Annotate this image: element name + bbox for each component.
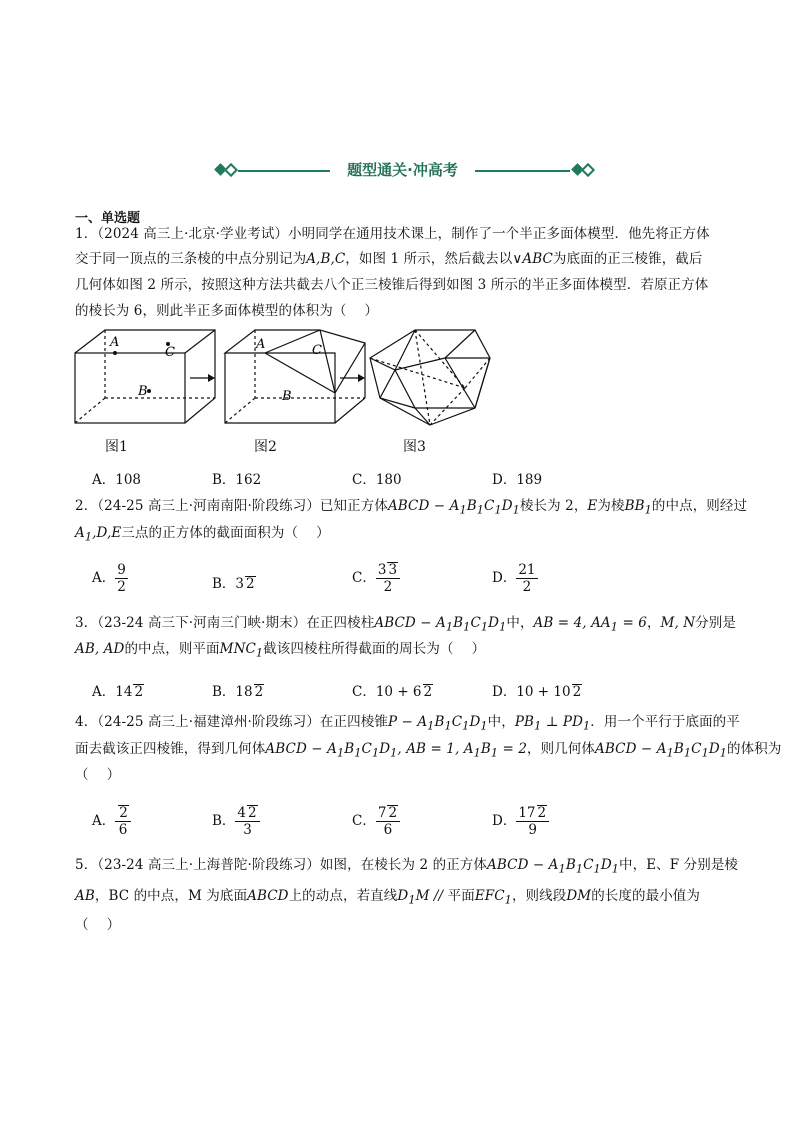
q4-choice-b[interactable]: B． $\frac{4 2}{3}$ — [212, 805, 260, 838]
q3-choice-d[interactable]: D．10 + 10 2 — [492, 684, 582, 700]
q1-line3: 几何体如图 2 所示，按照这种方法共截去八个正三棱锥后得到如图 3 所示的半正多面体模型．若原正方体 — [75, 277, 709, 293]
q3-line1: 3．（23-24 高三下·河南三门峡·期末）在正四棱柱ABCD − $A_1B_1C_1D_1$中，AB = 4, $AA_1 = 6$，M, N分别是 — [75, 615, 736, 634]
svg-text:A: A — [256, 337, 266, 352]
banner-title: 题型通关·冲高考 — [347, 161, 458, 179]
q2-choice-d[interactable]: D． $\frac{21}{2}$ — [492, 562, 536, 595]
q4-line1: 4．（24-25 高三上·福建漳州·阶段练习）在正四棱锥$P - A_1B_1C_1D_1$中，$PB_1$ ⊥ $PD_1$．用一个平行于底面的平 — [75, 714, 740, 733]
svg-text:C: C — [312, 343, 322, 358]
q3-choice-b[interactable]: B．18 2 — [212, 684, 264, 700]
q1-choice-a[interactable]: A．108 — [92, 472, 142, 488]
q2-choice-b[interactable]: B．3 2 — [212, 576, 255, 592]
fig2-caption: 图2 — [254, 439, 277, 455]
svg-text:B: B — [282, 389, 292, 404]
q4-line2: 面去截该正四棱锥，得到几何体ABCD − $A_1B_1C_1D_1$, AB = 1, $A_1B_1 = 2$，则几何体ABCD − $A_1B_1C_1D_1$的体积为 — [75, 741, 782, 760]
q2-choice-a[interactable]: A． $\frac{9}{2}$ — [92, 562, 126, 595]
section-heading: 一、单选题 — [75, 211, 141, 226]
q2-line2: $A_1,D,E$三点的正方体的截面面积为（ ） — [75, 525, 330, 544]
label-c: C — [165, 345, 175, 360]
q5-line2: AB，BC 的中点，M 为底面ABCD上的动点，若直线$D_1M$ // 平面$EFC_1$，则线段DM的长度的最小值为 — [75, 888, 701, 907]
q1-choice-b[interactable]: B．162 — [212, 472, 262, 488]
point-b — [147, 389, 151, 393]
q1-choice-c[interactable]: C．180 — [352, 472, 402, 488]
q4-choice-c[interactable]: C． $\frac{7 2}{6}$ — [352, 805, 400, 838]
figure1-cube — [75, 330, 215, 423]
q1-figures — [70, 328, 520, 428]
q5-line1: 5．（23-24 高三上·上海普陀·阶段练习）如图，在棱长为 2 的正方体ABCD − $A_1B_1C_1D_1$中，E、F 分别是棱 — [75, 857, 739, 876]
q3-line2: AB, AD的中点，则平面$MNC_1$截该四棱柱所得截面的周长为（ ） — [75, 641, 486, 660]
label-b: B — [138, 384, 148, 399]
q4-choice-a[interactable]: A． $\frac{2}{6}$ — [92, 805, 131, 838]
label-a: A — [110, 335, 120, 350]
point-a — [113, 351, 117, 355]
figure2-cut-cube — [225, 330, 365, 423]
q4-choice-d[interactable]: D． $\frac{17 2}{9}$ — [492, 805, 549, 838]
q5-line3: （ ） — [75, 917, 121, 933]
q1-line1: 1．（2024 高三上·北京·学业考试）小明同学在通用技术课上，制作了一个半正多面体模型．他先将正方体 — [75, 226, 710, 242]
q1-choice-d[interactable]: D．189 — [492, 472, 543, 488]
q2-choice-c[interactable]: C． $\frac{3 3}{2}$ — [352, 562, 400, 595]
figure3-polyhedron — [370, 330, 490, 425]
arrow-head-icon — [208, 374, 215, 382]
q1-line4: 的棱长为 6，则此半正多面体模型的体积为（ ） — [75, 303, 379, 319]
fig1-caption: 图1 — [105, 439, 128, 455]
q3-choice-c[interactable]: C．10 + 6 2 — [352, 684, 433, 700]
arrow-head-icon — [358, 374, 365, 382]
fig3-caption: 图3 — [403, 439, 426, 455]
divider — [475, 170, 570, 172]
q1-line2: 交于同一顶点的三条棱的中点分别记为A,B,C，如图 1 所示，然后截去以∨ABC为底面的正三棱锥，截后 — [75, 251, 703, 267]
q4-line3: （ ） — [75, 767, 121, 783]
q3-choice-a[interactable]: A．14 2 — [92, 684, 144, 700]
section-banner — [210, 155, 595, 185]
q2-line1: 2．（24-25 高三上·河南南阳·阶段练习）已知正方体ABCD − $A_1B_1C_1D_1$棱长为 2，E为棱$BB_1$的中点，则经过 — [75, 498, 748, 517]
